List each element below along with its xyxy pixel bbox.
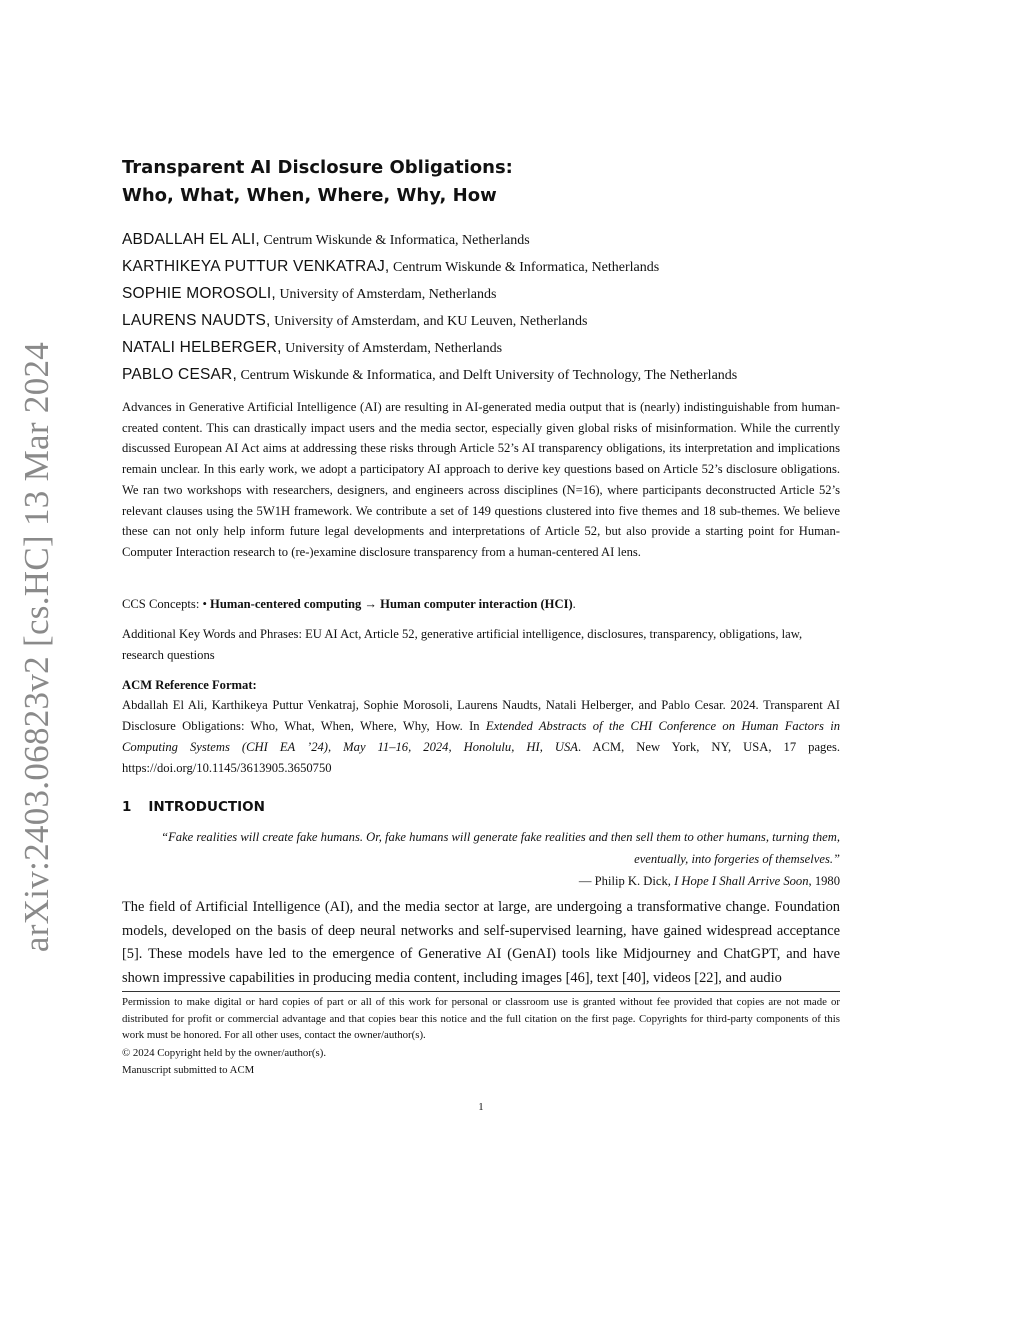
title-line-2: Who, What, When, Where, Why, How [122, 185, 497, 206]
author-entry [122, 361, 840, 388]
epigraph-attribution [122, 870, 840, 892]
ccs-end: . [572, 597, 576, 611]
author-affiliation: Centrum Wiskunde & Informatica, Netherlands [389, 260, 660, 275]
arxiv-identifier-margin [0, 0, 70, 1325]
ccs-concept: Human-centered computing → Human computer interaction (HCI) [210, 597, 573, 611]
epigraph-quote-line-1: “Fake realities will create fake humans. Or, fake humans will generate fake realities and then sell them to other humans, turning them, [161, 830, 840, 844]
author-name: LAURENS NAUDTS, [122, 312, 271, 329]
footnote-divider [122, 991, 840, 992]
abstract: Advances in Generative Artificial Intelligence (AI) are resulting in AI-generated media output that is (nearly) indistinguishable from human-created content. This can drastically impact users and the media sector, especially given global risks of misinformation. While the currently discussed European AI Act aims at addressing these risks through Article 52’s AI transparency obligations, its interpretation and implications remain unclear. In this early work, we adopt a participatory AI approach to derive key questions based on Article 52’s disclosure obligations. We ran two workshops with researchers, designers, and engineers across disciplines (N=16), where participants deconstructed Article 52’s relevant clauses using the 5W1H framework. We contribute a set of 149 questions clustered into five themes and 18 sub-themes. We believe these can not only help inform future legal developments and interpretations of Article 52, but also provide a starting point for Human-Computer Interaction research to (re-)examine disclosure transparency from a human-centered AI lens. [122, 400, 840, 559]
acm-reference-heading: ACM Reference Format: [122, 678, 257, 692]
section-title: INTRODUCTION [148, 799, 265, 815]
author-affiliation: University of Amsterdam, and KU Leuven, Netherlands [270, 314, 588, 329]
page-number: 1 [478, 1101, 484, 1113]
intro-paragraph: The field of Artificial Intelligence (AI), and the media sector at large, are undergoing a transformative change. Foundation models, developed on the basis of deep neural networks and self-supervised learning, have gained widespread acceptance [5]. These models have led to the emergence of Generative AI (GenAI) tools like Midjourney and ChatGPT, and have shown impressive capabilities in producing media content, including images [46], text [40], videos [22], and audio [122, 899, 840, 986]
section-heading [122, 797, 265, 817]
attribution-work: I Hope I Shall Arrive Soon [674, 874, 809, 888]
author-entry [122, 307, 840, 334]
submission-notice: Manuscript submitted to ACM [122, 1064, 255, 1076]
attribution-prefix: — Philip K. Dick, [578, 874, 675, 888]
permission-notice: Permission to make digital or hard copies of part or all of this work for personal or classroom use is granted without fee provided that copies are not made or distributed for profit or commercial advantage and that copies bear this notice and the full citation on the first page. Copyrights for third-party components of this work must be honored. For all other uses, contact the owner/author(s). [122, 996, 840, 1041]
section-number: 1 [122, 799, 132, 815]
epigraph-quote-line-2: eventually, into forgeries of themselves.” [634, 852, 840, 866]
author-name: PABLO CESAR, [122, 366, 237, 383]
acm-reference [122, 695, 840, 779]
acm-reference-venue: Extended Abstracts of the CHI Conference on Human Factors in Computing Systems (CHI EA ’24), May 11–16, 2024, Honolulu, HI, USA [122, 719, 840, 754]
author-name: NATALI HELBERGER, [122, 339, 282, 356]
author-affiliation: University of Amsterdam, Netherlands [275, 287, 497, 302]
acm-reference-details: . ACM, New York, NY, USA, 17 pages. https://doi.org/10.1145/3613905.3650750 [122, 740, 840, 775]
author-entry [122, 334, 840, 361]
author-affiliation: Centrum Wiskunde & Informatica, Netherlands [259, 233, 530, 248]
author-name: ABDALLAH EL ALI, [122, 231, 260, 248]
paper-title [122, 154, 840, 210]
author-entry [122, 253, 840, 280]
title-line-1: Transparent AI Disclosure Obligations: [122, 157, 513, 178]
author-entry [122, 280, 840, 307]
author-list [122, 226, 840, 388]
author-entry [122, 226, 840, 253]
author-affiliation: University of Amsterdam, Netherlands [281, 341, 503, 356]
author-affiliation: Centrum Wiskunde & Informatica, and Delft University of Technology, The Netherlands [236, 368, 738, 383]
author-name: KARTHIKEYA PUTTUR VENKATRAJ, [122, 258, 390, 275]
ccs-label: CCS Concepts: • [122, 597, 211, 611]
ccs-concepts [122, 594, 840, 614]
keywords: Additional Key Words and Phrases: EU AI Act, Article 52, generative artificial intelligence, disclosures, transparency, obligations, law, research questions [122, 627, 803, 662]
author-name: SOPHIE MOROSOLI, [122, 285, 276, 302]
copyright-notice: © 2024 Copyright held by the owner/author(s). [122, 1047, 327, 1059]
arxiv-identifier: arXiv:2403.06823v2 [cs.HC] 13 Mar 2024 [17, 341, 56, 953]
acm-reference-authors: Abdallah El Ali, Karthikeya Puttur Venkatraj, Sophie Morosoli, Laurens Naudts, Natali Helberger, and Pablo Cesar. 2024. Transparent AI Disclosure Obligations: Who, What, When, Where, Why, How. In [122, 698, 840, 733]
attribution-year: , 1980 [808, 874, 840, 888]
epigraph [122, 826, 840, 892]
